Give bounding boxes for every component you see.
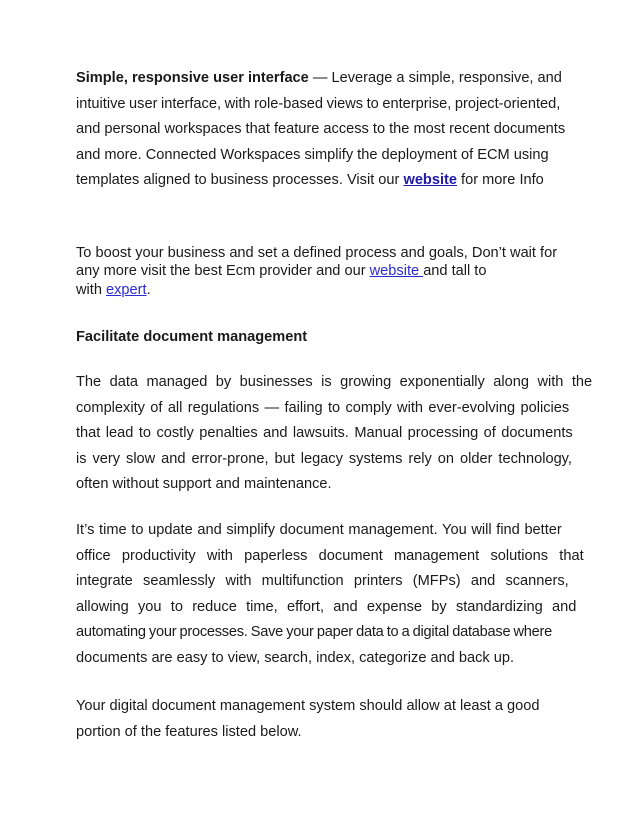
- section-heading: Facilitate document management: [76, 329, 308, 345]
- p1-line-1-rest: — Leverage a simple, responsive, and: [308, 70, 562, 86]
- p3-line-1: The data managed by businesses is growing exponentially along with the: [76, 374, 593, 390]
- p1-lead-bold: Simple, responsive user interface: [76, 70, 309, 86]
- p4-line-3: integrate seamlessly with multifunction printers (MFPs) and scanners,: [76, 573, 569, 589]
- paragraph-user-interface: [76, 66, 564, 194]
- paragraph-update-simplify: [76, 518, 584, 671]
- website-link-2[interactable]: website: [369, 263, 424, 280]
- p3-line-5: often without support and maintenance.: [76, 476, 332, 492]
- p5-line-2: portion of the features listed below.: [76, 723, 302, 740]
- p4-line-2: office productivity with paperless document management solutions that: [76, 547, 584, 564]
- p4-line-6: documents are easy to view, search, index, categorize and back up.: [76, 649, 515, 666]
- paragraph-data-managed: [76, 370, 593, 498]
- p1-line-3: and personal workspaces that feature access to the most recent documents: [76, 121, 566, 137]
- website-link-1[interactable]: website: [403, 172, 457, 188]
- expert-link[interactable]: expert: [106, 281, 147, 298]
- p4-line-1: It’s time to update and simplify document management. You will find better: [76, 522, 562, 538]
- p1-line-2: intuitive user interface, with role-based views to enterprise, project-oriented,: [76, 95, 561, 112]
- paragraph-features: [76, 694, 564, 745]
- p2-line-3-post: .: [146, 281, 151, 298]
- p4-line-5: automating your processes. Save your paper data to a digital database where: [76, 624, 553, 640]
- paragraph-boost-business: [76, 244, 564, 299]
- p2-line-1: To boost your business and set a defined process and goals, Don’t wait for: [76, 245, 558, 261]
- p4-line-4: allowing you to reduce time, effort, and expense by standardizing and: [76, 598, 577, 615]
- p1-line-4: and more. Connected Workspaces simplify the deployment of ECM using: [76, 146, 549, 163]
- p1-line-5-post: for more Info: [457, 172, 544, 188]
- p2-line-3-pre: with: [76, 281, 107, 298]
- p2-line-2-pre: any more visit the best Ecm provider and our: [76, 263, 370, 280]
- p2-line-3: [76, 281, 564, 299]
- p1-line-1: [76, 66, 564, 92]
- p5-line-1: Your digital document management system should allow at least a good: [76, 698, 540, 714]
- p2-line-2: [76, 262, 564, 280]
- p1-line-5: [76, 168, 564, 194]
- p3-line-4: is very slow and error-prone, but legacy systems rely on older technology,: [76, 450, 572, 467]
- p3-line-2: complexity of all regulations — failing to comply with ever-evolving policies: [76, 399, 570, 416]
- p2-line-2-post: and tall to: [423, 263, 487, 280]
- p1-line-5-pre: templates aligned to business processes. Visit our: [76, 172, 404, 188]
- p3-line-3: that lead to costly penalties and lawsuits. Manual processing of documents: [76, 425, 573, 441]
